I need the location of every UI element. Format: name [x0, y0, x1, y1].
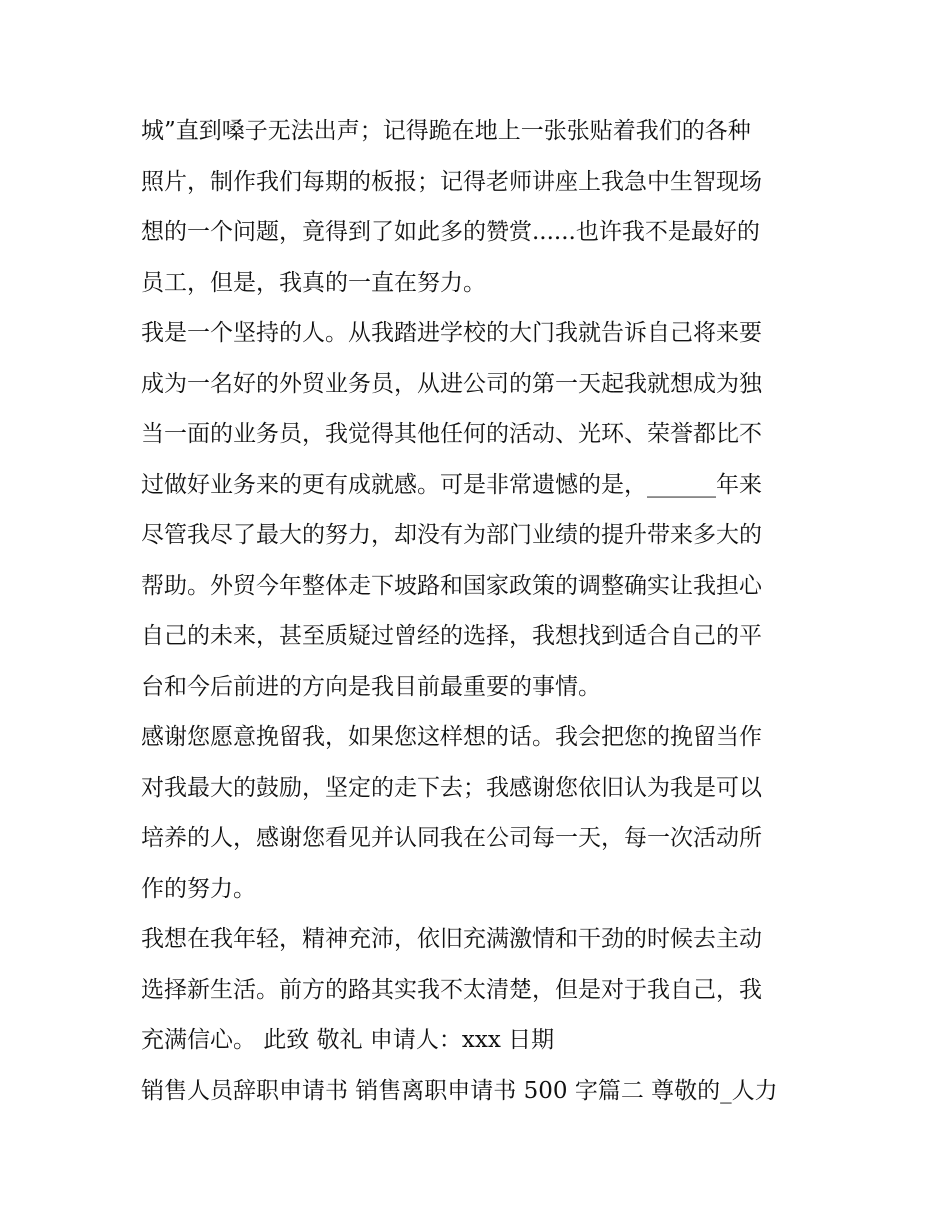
text-line: 过做好业务来的更有成就感。可是非常遗憾的是，______年来 [141, 471, 762, 498]
text-line: 尽管我尽了最大的努力，却没有为部门业绩的提升带来多大的 [141, 522, 762, 548]
text-line: 感谢您愿意挽留我，如果您这样想的话。我会把您的挽留当作 [141, 724, 762, 750]
text-line: 我想在我年轻，精神充沛，依旧充满激情和干劲的时候去主动 [141, 926, 762, 952]
text-line: 成为一名好的外贸业务员，从进公司的第一天起我就想成为独 [141, 370, 762, 397]
text-line: 选择新生活。前方的路其实我不太清楚，但是对于我自己，我 [141, 976, 762, 1003]
text-line: 我是一个坚持的人。从我踏进学校的大门我就告诉自己将来要 [141, 320, 762, 346]
text-line: 当一面的业务员，我觉得其他任何的活动、光环、荣誉都比不 [141, 421, 762, 447]
text-line: 销售人员辞职申请书 销售离职申请书 500 字篇二 尊敬的_人力 [141, 1077, 778, 1104]
text-line: 自己的未来，甚至质疑过曾经的选择，我想找到适合自己的平 [141, 623, 762, 649]
text-line: 想的一个问题，竟得到了如此多的赞赏......也许我不是最好的 [141, 219, 760, 245]
text-line: 对我最大的鼓励，坚定的走下去；我感谢您依旧认为我是可以 [141, 774, 762, 801]
text-line: 帮助。外贸今年整体走下坡路和国家政策的调整确实让我担心 [141, 572, 762, 599]
text-line: 照片，制作我们每期的板报；记得老师讲座上我急中生智现场 [141, 168, 762, 195]
text-line: 培养的人，感谢您看见并认同我在公司每一天，每一次活动所 [141, 825, 762, 851]
document-body [141, 106, 831, 1116]
text-line: 城”直到嗓子无法出声；记得跪在地上一张张贴着我们的各种 [141, 118, 751, 144]
text-line: 员工，但是，我真的一直在努力。 [141, 269, 486, 296]
text-line: 充满信心。 此致 敬礼 申请人：xxx 日期 [141, 1027, 555, 1053]
text-line: 台和今后前进的方向是我目前最重要的事情。 [141, 673, 601, 700]
text-line: 作的努力。 [141, 875, 256, 902]
